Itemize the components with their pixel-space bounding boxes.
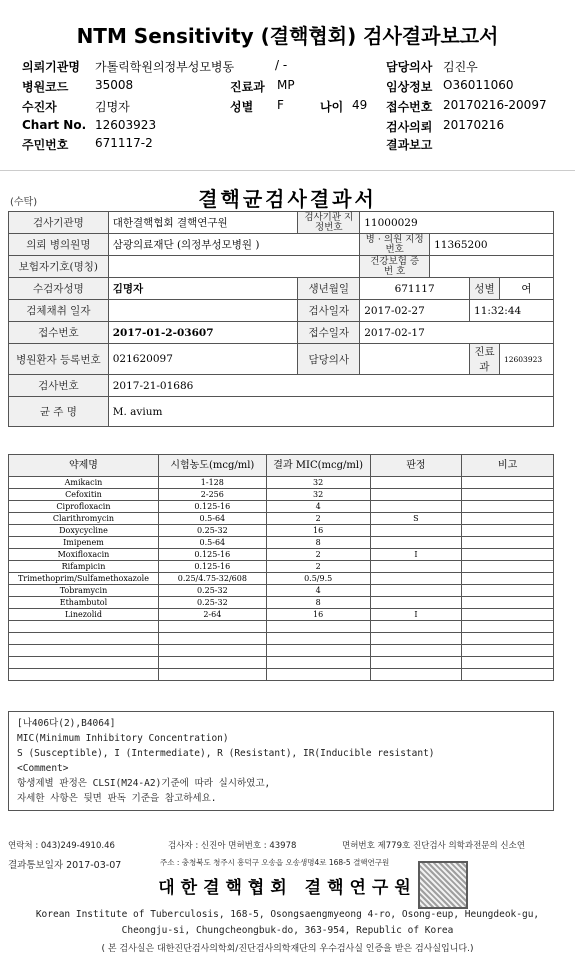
empty-cell: [462, 645, 554, 657]
exam-no-label: 검사번호: [9, 375, 109, 397]
result-drug-cell: Ciprofloxacin: [9, 501, 159, 513]
empty-cell: [9, 633, 159, 645]
empty-cell: [266, 657, 370, 669]
lab-org-value: 대한결핵협회 결핵연구원: [108, 212, 298, 234]
empty-cell: [158, 657, 266, 669]
clinical-label: 임상정보: [386, 80, 433, 94]
sex-value: F: [277, 98, 284, 112]
result-row: [9, 585, 554, 597]
empty-cell: [370, 657, 462, 669]
client-value: 가톨릭학원의정부성모병동: [95, 60, 235, 74]
result-mic-cell: 8: [266, 597, 370, 609]
result-note-cell: [462, 513, 554, 525]
result-judge-cell: [370, 537, 462, 549]
exam-no-value: 2017-21-01686: [108, 375, 553, 397]
sample-date-label: 검체채취 일자: [9, 300, 109, 322]
test-date-value: 2017-02-27: [360, 300, 470, 322]
lab-code-label: 검사기관 지정번호: [298, 212, 360, 234]
mic-definition: MIC(Minimum Inhibitory Concentration): [17, 733, 229, 744]
empty-cell: [9, 645, 159, 657]
result-note-cell: [462, 477, 554, 489]
empty-cell: [370, 633, 462, 645]
rrn-value: 671117-2: [95, 136, 153, 150]
empty-cell: [266, 645, 370, 657]
result-judge-cell: I: [370, 609, 462, 621]
empty-cell: [370, 645, 462, 657]
birth-label: 생년월일: [298, 278, 360, 300]
name-value: 김명자: [108, 278, 298, 300]
patient-value: 김명자: [95, 100, 130, 114]
receipt-value: 2017-01-2-03607: [108, 322, 298, 344]
contact-text: 연락처 : 043)249-4910.46: [8, 841, 115, 851]
result-judge-cell: [370, 573, 462, 585]
doctor-value: 김진우: [443, 60, 478, 74]
result-note-cell: [462, 561, 554, 573]
result-row: [9, 549, 554, 561]
note-header: 비고: [462, 455, 554, 477]
empty-cell: [462, 633, 554, 645]
result-note-cell: [462, 501, 554, 513]
result-note-cell: [462, 549, 554, 561]
dept-label: 진료과: [230, 80, 265, 94]
result-note-cell: [462, 525, 554, 537]
empty-cell: [266, 633, 370, 645]
license-text: 면허번호 제779호 진단검사 의학과전문의 신소연: [342, 841, 526, 851]
english-address-2: Cheongju-si, Chungcheongbuk-do, 363-954, Republic of Korea: [121, 925, 454, 936]
consignment-mark: (수탁): [10, 197, 38, 208]
result-mic-cell: 2: [266, 513, 370, 525]
result-range-cell: 0.125-16: [158, 561, 266, 573]
institute-name: 대한결핵협회 결핵연구원: [158, 878, 417, 898]
korean-address: 주소 : 충청북도 청주시 흥덕구 오송읍 오송생명4로 168-5 결핵연구원: [160, 858, 390, 867]
req-hosp-value: 삼광의료재단 (의정부성모병원 ): [108, 234, 359, 256]
result-drug-cell: Imipenem: [9, 537, 159, 549]
result-mic-cell: 16: [266, 609, 370, 621]
age-value: 49: [352, 98, 368, 112]
empty-cell: [158, 621, 266, 633]
result-row: [9, 501, 554, 513]
official-seal: [418, 861, 468, 909]
patient-label: 수진자: [22, 100, 57, 114]
result-judge-cell: [370, 597, 462, 609]
req-hosp-label: 의뢰 병의원명: [9, 234, 109, 256]
result-range-cell: 0.5-64: [158, 537, 266, 549]
lab-code-value: 11000029: [360, 212, 554, 234]
result-mic-cell: 4: [266, 501, 370, 513]
empty-cell: [9, 621, 159, 633]
legend-line: S (Susceptible), I (Intermediate), R (Resistant), IR(Inducible resistant): [17, 748, 435, 759]
birth-value: 671117: [360, 278, 470, 300]
empty-cell: [158, 645, 266, 657]
doctor-label: 담당의사: [298, 344, 360, 375]
result-note-cell: [462, 537, 554, 549]
judge-header: 판정: [370, 455, 462, 477]
dept-label: 진료과: [470, 344, 500, 375]
clinical-value: O36011060: [443, 78, 514, 92]
empty-cell: [462, 669, 554, 681]
scanned-result-document: [0, 170, 575, 960]
result-mic-cell: 32: [266, 489, 370, 501]
doctor-value: [360, 344, 470, 375]
sex-value: 여: [499, 278, 553, 300]
result-range-cell: 0.25/4.75-32/608: [158, 573, 266, 585]
result-judge-cell: [370, 585, 462, 597]
insurance-value: [108, 256, 359, 278]
sample-date-value: [108, 300, 298, 322]
species-value: M. avium: [108, 397, 553, 427]
sex-label: 성별: [230, 100, 254, 114]
result-note-cell: [462, 489, 554, 501]
tester-text: 검사자 : 신진아 면허번호 : 43978: [168, 841, 297, 851]
empty-cell: [9, 669, 159, 681]
health-card-label: 건강보험 증 번 호: [360, 256, 430, 278]
sex-label: 성별: [470, 278, 500, 300]
result-row: [9, 477, 554, 489]
result-drug-cell: Rifampicin: [9, 561, 159, 573]
empty-cell: [158, 669, 266, 681]
result-judge-cell: [370, 477, 462, 489]
test-date-label: 검사일자: [298, 300, 360, 322]
result-mic-cell: 32: [266, 477, 370, 489]
range-header: 시험농도(mcg/ml): [158, 455, 266, 477]
notes-box: [8, 711, 554, 811]
drug-header: 약제명: [9, 455, 159, 477]
result-row: [9, 561, 554, 573]
result-range-cell: 0.125-16: [158, 501, 266, 513]
doctor-label: 담당의사: [386, 60, 433, 74]
reg-no-value: 021620097: [108, 344, 298, 375]
health-card-value: [430, 256, 554, 278]
empty-cell: [9, 657, 159, 669]
result-mic-cell: 2: [266, 549, 370, 561]
result-range-cell: 0.25-32: [158, 597, 266, 609]
species-label: 균 주 명: [9, 397, 109, 427]
result-drug-cell: Tobramycin: [9, 585, 159, 597]
comment-line-2: 자세한 사항은 뒷면 판독 기준을 참고하세요.: [17, 793, 217, 804]
result-drug-cell: Moxifloxacin: [9, 549, 159, 561]
document-title: 결핵균검사결과서: [198, 187, 377, 211]
receipt-label: 접수번호: [9, 322, 109, 344]
report-title: NTM Sensitivity (결핵협회) 검사결과보고서: [76, 24, 499, 48]
empty-cell: [370, 621, 462, 633]
result-note-cell: [462, 597, 554, 609]
insurance-label: 보험자기호(명칭): [9, 256, 109, 278]
result-mic-cell: 0.5/9.5: [266, 573, 370, 585]
result-range-cell: 0.5-64: [158, 513, 266, 525]
susceptibility-table: [8, 454, 554, 681]
english-address-1: Korean Institute of Tuberculosis, 168-5, Osongsaengmyeong 4-ro, Osong-eup, Heungdeok-gu,: [35, 909, 540, 920]
result-range-cell: 0.25-32: [158, 585, 266, 597]
notify-date: 결과통보일자 2017-03-07: [8, 860, 122, 871]
result-row: [9, 597, 554, 609]
result-drug-cell: Ethambutol: [9, 597, 159, 609]
result-mic-cell: 16: [266, 525, 370, 537]
result-row: [9, 609, 554, 621]
hospcode-value: 35008: [95, 78, 134, 92]
chart-value: 12603923: [95, 118, 157, 132]
comment-line-1: 항생제별 판정은 CLSI(M24-A2)기준에 따라 실시하였고,: [17, 778, 271, 789]
result-judge-cell: [370, 561, 462, 573]
result-mic-cell: 2: [266, 561, 370, 573]
empty-row: [9, 633, 554, 645]
empty-row: [9, 669, 554, 681]
result-range-cell: 0.125-16: [158, 549, 266, 561]
receipt-date-value: 2017-02-17: [360, 322, 554, 344]
result-judge-cell: [370, 489, 462, 501]
empty-row: [9, 645, 554, 657]
code-line: [나406다(2),B4064]: [17, 718, 116, 729]
name-label: 수검자성명: [9, 278, 109, 300]
empty-row: [9, 657, 554, 669]
result-drug-cell: Clarithromycin: [9, 513, 159, 525]
receipt-value: 20170216-20097: [443, 98, 547, 112]
chart-label: Chart No.: [22, 118, 87, 132]
mic-header: 결과 MIC(mcg/ml): [266, 455, 370, 477]
request-value: 20170216: [443, 118, 505, 132]
result-range-cell: 1-128: [158, 477, 266, 489]
result-note-cell: [462, 609, 554, 621]
empty-cell: [462, 621, 554, 633]
certification-text: ( 본 검사실은 대한진단검사의학회/진단검사의학재단의 우수검사실 인증을 받은 검사실입니다.): [101, 944, 474, 954]
result-judge-cell: [370, 525, 462, 537]
hosp-code-label: 병 · 의원 지정번호: [360, 234, 430, 256]
result-range-cell: 2-256: [158, 489, 266, 501]
result-note-cell: [462, 573, 554, 585]
empty-cell: [266, 669, 370, 681]
hosp-code-value: 11365200: [430, 234, 554, 256]
result-row: [9, 513, 554, 525]
comment-heading: <Comment>: [17, 763, 69, 774]
result-row: [9, 537, 554, 549]
report-label: 결과보고: [386, 138, 433, 152]
result-drug-cell: Linezolid: [9, 609, 159, 621]
rrn-label: 주민번호: [22, 138, 69, 152]
result-judge-cell: S: [370, 513, 462, 525]
hospcode-label: 병원코드: [22, 80, 69, 94]
dept-value: MP: [277, 78, 295, 92]
empty-row: [9, 621, 554, 633]
result-drug-cell: Trimethoprim/Sulfamethoxazole: [9, 573, 159, 585]
patient-info-table: [8, 211, 554, 427]
lab-org-label: 검사기관명: [9, 212, 109, 234]
ward-value: / -: [275, 58, 288, 72]
result-range-cell: 0.25-32: [158, 525, 266, 537]
empty-cell: [370, 669, 462, 681]
client-label: 의뢰기관명: [22, 60, 80, 74]
reg-no-label: 병원환자 등록번호: [9, 344, 109, 375]
empty-cell: [158, 633, 266, 645]
result-note-cell: [462, 585, 554, 597]
result-row: [9, 489, 554, 501]
result-row: [9, 573, 554, 585]
empty-cell: [266, 621, 370, 633]
result-drug-cell: Amikacin: [9, 477, 159, 489]
result-row: [9, 525, 554, 537]
result-range-cell: 2-64: [158, 609, 266, 621]
dept-value: 12603923: [499, 344, 553, 375]
result-mic-cell: 8: [266, 537, 370, 549]
result-judge-cell: [370, 501, 462, 513]
result-drug-cell: Cefoxitin: [9, 489, 159, 501]
receipt-label: 접수번호: [386, 100, 433, 114]
result-mic-cell: 4: [266, 585, 370, 597]
age-label: 나이: [320, 100, 344, 114]
empty-cell: [462, 657, 554, 669]
request-label: 검사의뢰: [386, 120, 433, 134]
result-judge-cell: I: [370, 549, 462, 561]
receipt-date-label: 접수일자: [298, 322, 360, 344]
result-drug-cell: Doxycycline: [9, 525, 159, 537]
test-time-value: 11:32:44: [470, 300, 554, 322]
